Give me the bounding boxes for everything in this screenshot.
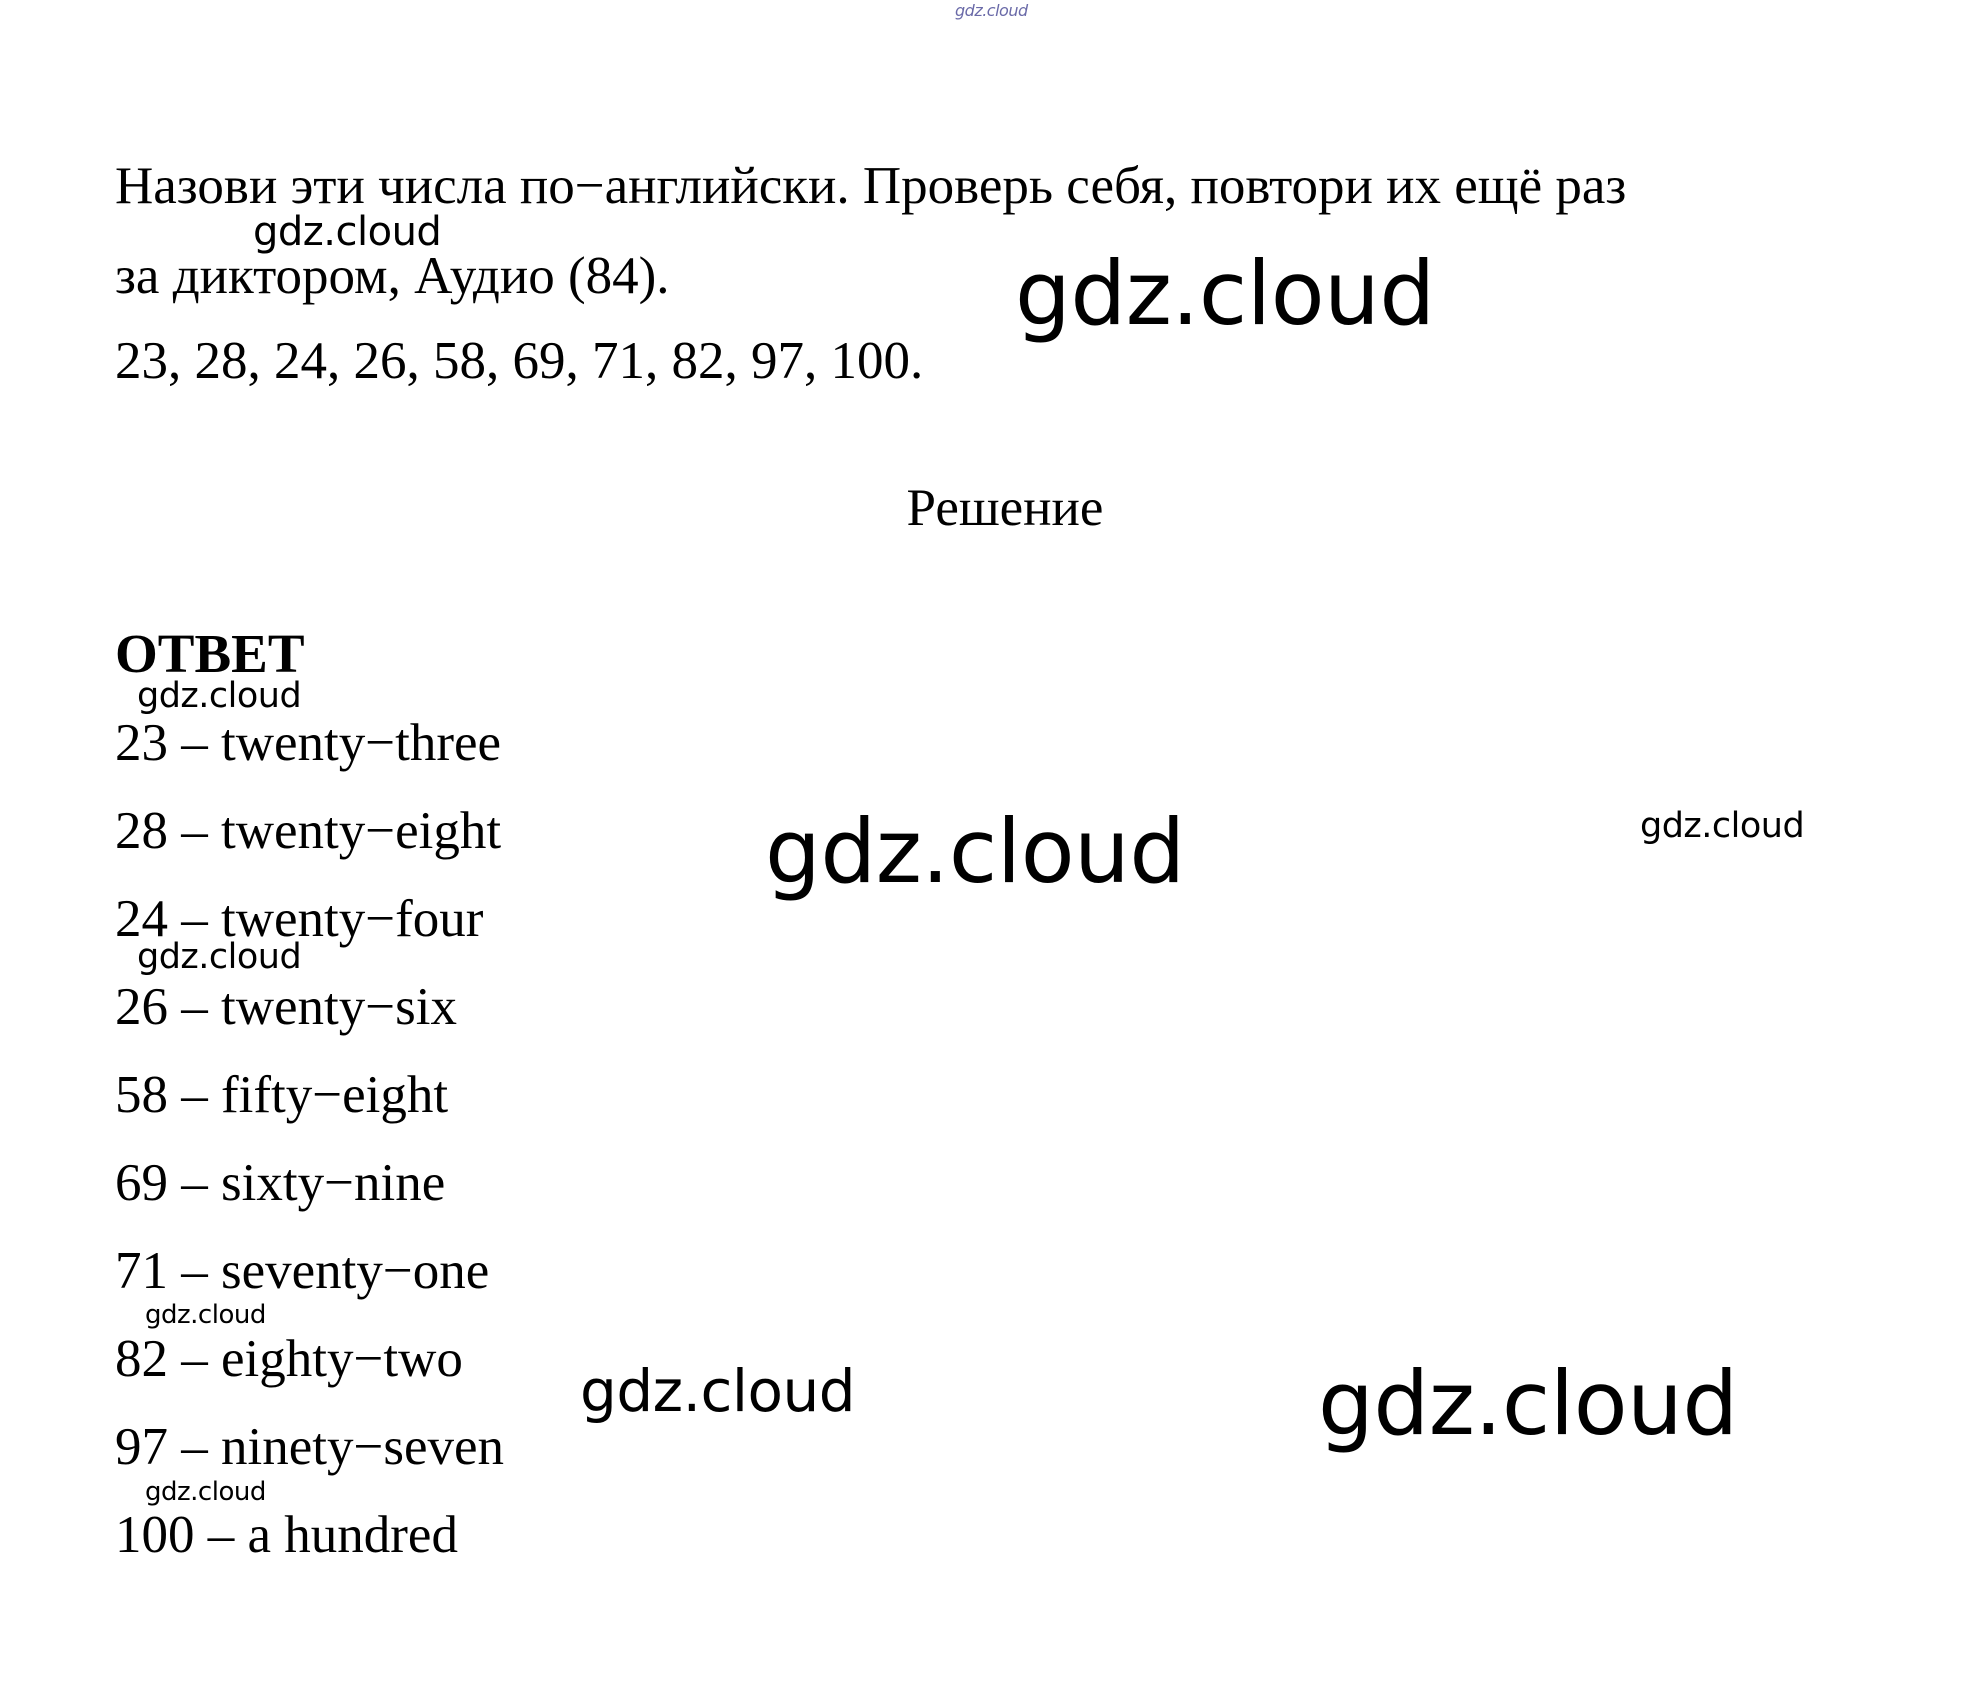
watermark: gdz.cloud: [1318, 1352, 1738, 1455]
watermark: gdz.cloud: [765, 800, 1185, 903]
task-text-line-1: Назови эти числа по−английски. Проверь себя, повтори их ещё раз: [115, 157, 1627, 215]
watermark: gdz.cloud: [137, 937, 302, 977]
task-text-line-2: за диктором, Аудио (84).: [115, 247, 670, 305]
answer-item: 97 – ninety−seven: [115, 1418, 505, 1476]
watermark: gdz.cloud: [1015, 242, 1435, 345]
watermark: gdz.cloud: [253, 209, 442, 255]
solution-heading: Решение: [906, 479, 1104, 537]
watermark-top: gdz.cloud: [955, 1, 1028, 20]
answer-item: 100 – a hundred: [115, 1506, 458, 1564]
answer-item: 23 – twenty−three: [115, 714, 502, 772]
answer-item: 26 – twenty−six: [115, 978, 457, 1036]
answer-heading: ОТВЕТ: [115, 623, 305, 684]
answer-item: 71 – seventy−one: [115, 1242, 490, 1300]
watermark: gdz.cloud: [145, 1477, 266, 1507]
watermark: gdz.cloud: [137, 676, 302, 716]
watermark: gdz.cloud: [145, 1300, 266, 1330]
answer-item: 82 – eighty−two: [115, 1330, 463, 1388]
answer-item: 69 – sixty−nine: [115, 1154, 446, 1212]
answer-item: 24 – twenty−four: [115, 890, 484, 948]
task-numbers: 23, 28, 24, 26, 58, 69, 71, 82, 97, 100.: [115, 332, 924, 390]
answer-item: 58 – fifty−eight: [115, 1066, 449, 1124]
answer-item: 28 – twenty−eight: [115, 802, 502, 860]
watermark: gdz.cloud: [580, 1357, 856, 1425]
watermark: gdz.cloud: [1640, 806, 1805, 846]
